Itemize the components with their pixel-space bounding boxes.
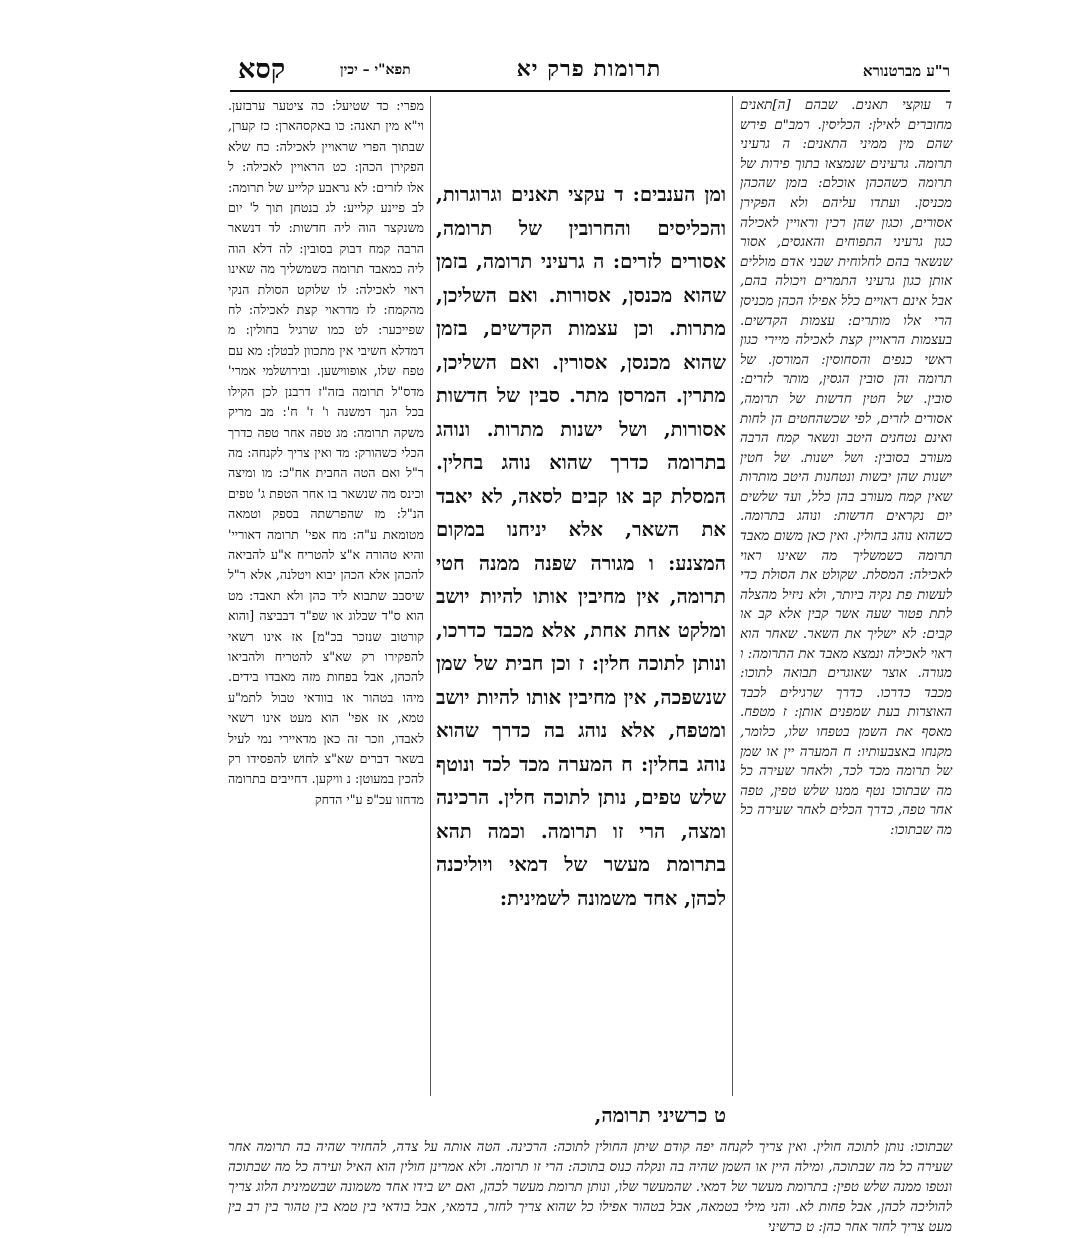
other-commentary-name: תפא"י – יכין — [340, 62, 411, 78]
bartenura-text: ד עוקצי תאנים. שבהם [ה]תאנים מחוברים לאילן: הכליסין. רמב"ם פירש שהם מין ממיני התאנים: ה גרעיני תרומה. גרעינים שנמצאו בתוך פירות של תרומה כשהכהן אוכלם: בזמן שהכהן מכניסן. ועתדו עליהם ולא הפקירן אסורים, וכגון שהן רכין וראויין לאכילה כגון גרעיני התפוחים והאגסים, אסור שנשאר בהם לחלוחית שבני אדם מוללים אותן כגון גרעיני התמרים ויכולה בהם, אבל אינם ראויים כלל אפילו הכהן מכניסן הרי אלו מותרים: עצמות הקדשים. בעצמות הראויין קצת לאכילה מיירי כגון ראשי כנפים והסחוסין: המורסן. של תרומה והן סובין הגסין, מותר לזרים: סובין. של חטין חדשות של תרומה, אסורים לזרים, לפי שכשהחטים הן לחות ואינם נטחנים היטב ונשאר קמח הרבה מעורב בסובין: ושל ישנות. של חטין ישנות שהן יבשות ונטחנות היטב מותרות שאין קמח מעורב בהן כלל, ועד שלשים יום נקראים חדשות: ונוהג בתרומה. כשהוא נוהג בחולין. ואין כאן משום מאבד תרומה כשמשליך מה שאינו ראוי לאכילה: המסלת. שקולט את הסולת כדי לעשות פת נקיה ביותר, ולא ניזיל מהצלה לתת פטור שעה אשר קבין אלא קב או קבים: לא ישליך את השאר. שאחר הוא ראוי לאכילה ונמצא מאבד את התרומה: ו מגורה. אוצר שאוגרים תבואה לתוכו: מכבד כדרכו. כדרך שרגילים לכבד האוצרות בעת שמפנים אותן: ז מטפח. מאסף את השמן בטפחו שלו, כלומר, מקנחו באצבעותיו: ח המערה יין או שמן של תרומה מכד לכד, ולאחר שעירה כל מה שבתוכו נטף ממנו שלש טפין, טפה אחר טפה, כדרך הכלים לאחר שעירה כל מה שבתוכו: — [740, 98, 952, 838]
tiferet-text: מפרי: כד שטיעל: כה ציטער ערבזען. וי"א מין תאנה: כו באקסהארן: כז קערן, שבתוך הפרי שראויין לאכילה: כח שלא הפקירן הכהן: כט הראויין לאכילה: ל אלו לזרים: לא גראבע קלייע של תרומה: לב פיינע קלייע: לג בנטחן תוך ל' יום משנקצר הוה ליה חדשות: לד דנשאר הרבה קמח דבוק בסובין: לה דלא הוה ליה כמאבד תרומה כשמשליך מה שאינו ראוי לאכילה: לו שלוקט הסולת הנקי מהקמח: לז מדראוי קצת לאכילה: לח שפייכער: לט כמו שרגיל בחולין: מ דמדלא חשיבי אין מתכוון לבטלן: מא עם טפח שלו, אופווישען. ובירושלמי אמרי' מדס"ל תרומה בזה"ז דרבנן לכן הקילו בכל הנך דמשנה ו' ז' ח': מב מריק משקה תרומה: מג טפה אחר טפה כדרך הכלי כשהורק: מד ואין צריך לקנחה: מה ר"ל ואם הטה החבית אח"כ: מו ומיצה וכינס מה שנשאר בו אחר הטפת ג' טפים הנ"ל: מז שהפרשתה בספק וטמאה מטומאת ע"ה: מח אפי' תרומה דאוריי' והיא טהורה א"צ להטריח א"ע להביאה להכהן אלא הכהן יבוא ויטלנה, אלא ר"ל שיסבב שתבוא ליד כהן ולא תאבד: מט הוא ס"ד שבלוג או שפ"ד דבביצה [והוא קורטוב שנזכר בכ"מ] אז אינו רשאי להפקירו רק שא"צ להטריח ולהביאו להכהן, אבל בפחות מזה מאבדו בידים. מיהו בטהור או בוודאי טבול לתמ"ע טמא, אז אפי' הוא מעט אינו רשאי לאבדו, וזכר זה כאן מדאיירי נמי לעיל בשאר דברים שא"צ לחוש להפסידו רק להכין במעוטן: נ וויקען. דחייבים בתרומה מדחזו עכ"פ ע"י הדחק — [228, 98, 424, 807]
mishnah-continuation-line — [240, 1102, 726, 1130]
column-divider — [732, 96, 733, 1096]
page-number: קסא — [238, 54, 286, 85]
commentary-name: ר"ע מברטנורא — [862, 62, 950, 80]
bartenura-foot-text: שבתוכו: נותן לתוכה חולין. ואין צריך לקנחה יפה קודם שיתן החולין לתוכה: הרכינה. הטה אותה על צדה, להחזיר שהיה בה תרומה אחר שעירה כל מה שבתוכה, ומילה היין או השמן שהיה בה ונקלה כנוס בתוכה: הרי זו תרומה. ולא אמרינן חולין הוא האיל ועירה כל מה שבתוכה ונטפו ממנה שלש טפין: בתרומת מעשר של דמאי. שהמעשר שלו, ונותן תרומת מעשר לכהן, ואם יש בידו אחד משמונה שבשמינית הלוג צריך להוליכה לכהן, אבל פחות לא. והני מילי בטמאה, אבל בטהור אפילו כל שהוא צריך לחזר, בדמאי, אבל בודאי בין טמא בין טהור בין רב בין מעט צריך לחזר אחר כהן: ט כרשיני — [228, 1140, 952, 1235]
column-divider — [430, 96, 431, 1096]
mishnah-text: ומן הענבים: ד עקצי תאנים וגרוגרות, והכליסים והחרובין של תרומה, אסורים לזרים: ה גרעיני תרומה, בזמן שהוא מכנסן, אסורות. ואם השליכן, מתרות. וכן עצמות הקדשים, בזמן שהוא מכנסן, אסורין. ואם השליכן, מתרין. המרסן מתר. סבין של חדשות אסורות, ושל ישנות מתרות. ונוהג בתרומה כדרך שהוא נוהג בחלין. המסלת קב או קבים לסאה, לא יאבד את השאר, אלא יניחנו במקום המצנע: ו מגורה שפנה ממנה חטי תרומה, אין מחיבין אותו להיות יושב ומלקט אחת אחת, אלא מכבד כדרכו, ונותן לתוכה חלין: ז וכן חבית של שמן שנשפכה, אין מחיבין אותו להיות יושב ומטפח, אלא נוהג בה כדרך שהוא נוהג בחלין: ח המערה מכד לכד ונוטף שלש טפים, נותן לתוכה חלין. הרכינה ומצה, הרי זו תרומה. וכמה תהא בתרומת מעשר של דמאי ויוליכנה לכהן, אחד משמונה לשמינית: — [436, 183, 726, 910]
bartenura-footer-commentary — [228, 1138, 952, 1235]
page-header — [228, 54, 950, 88]
tiferet-yisrael-column — [228, 96, 424, 1104]
mishnah-text-column — [436, 178, 726, 1090]
chapter-title: תרומות פרק יא — [516, 56, 662, 82]
header-rule — [230, 90, 950, 92]
bartenura-commentary-column — [740, 96, 952, 1104]
mishnah-foot-text: ט כרשיני תרומה, — [594, 1104, 726, 1127]
